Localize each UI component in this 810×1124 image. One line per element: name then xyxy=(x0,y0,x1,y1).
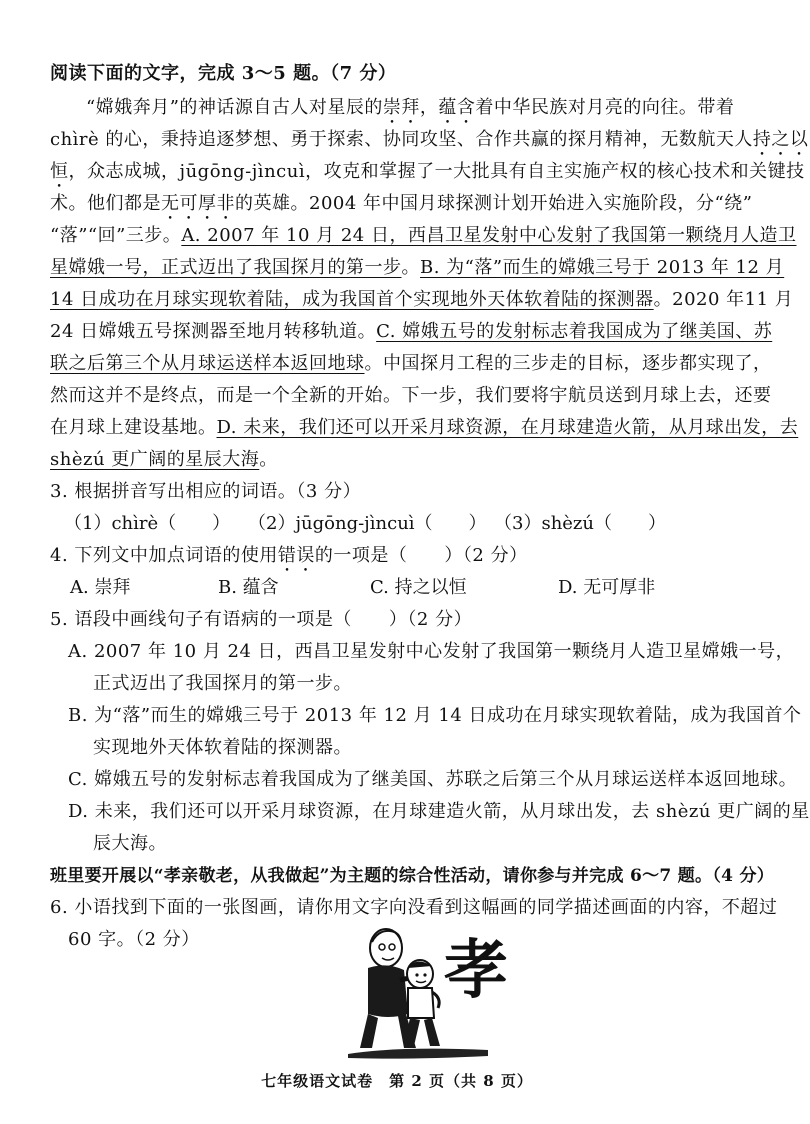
underlined-sentence-c: C. 嫦娥五号的发射标志着我国成为了继美国、苏 xyxy=(376,321,773,342)
passage-line-4 xyxy=(50,192,752,224)
xiao-character: 孝 xyxy=(444,934,508,1008)
dotted-word: 恒 xyxy=(50,161,69,182)
underlined-sentence-d: D. 未来，我们还可以开采月球资源，在月球建造火箭，从月球出发，去 xyxy=(216,417,799,438)
underlined-sentence-c: 联之后第三个从月球运送样本返回地球 xyxy=(50,353,365,374)
text: 。 xyxy=(401,257,420,278)
passage-line-7 xyxy=(50,288,793,312)
text: 在月球上建设基地。 xyxy=(50,417,217,438)
question-4-option-b[interactable] xyxy=(218,576,279,600)
question-5-option-c[interactable]: C. 嫦娥五号的发射标志着我国成为了继美国、苏联之后第三个从月球运送样本返回地球。 xyxy=(68,769,798,790)
text: 术。他们都是 xyxy=(50,193,161,214)
passage-line-2 xyxy=(50,128,808,160)
passage-line-10: 然而这并不是终点，而是一个全新的开始。下一步，我们要将宇航员送到月球上去，还要 xyxy=(50,385,772,406)
passage-line-9 xyxy=(50,352,772,376)
text: C. 持之以恒 xyxy=(370,577,467,598)
passage-line-6 xyxy=(50,256,784,280)
dotted-word: 持之以 xyxy=(752,129,809,150)
underlined-sentence-b: 14 日成功在月球实现软着陆，成为我国首个实现地外天体软着陆的探测器 xyxy=(50,289,654,310)
passage-line-1 xyxy=(86,96,734,128)
underlined-sentence-d: shèzú 更广阔的星辰大海 xyxy=(50,449,260,470)
question-5-option-a[interactable]: A. 2007 年 10 月 24 日，西昌卫星发射中心发射了我国第一颗绕月人造卫星嫦娥一号， xyxy=(68,641,795,662)
question-4-option-d[interactable] xyxy=(558,576,655,600)
question-3-blank-1[interactable]: （1）chìrè（ ） xyxy=(64,513,231,534)
text: chìrè 的心，秉持追逐梦想、勇于探索、协同攻坚、合作共赢的探月精神，无数航天人 xyxy=(50,129,753,150)
text: 4. 下列文中加点词语的使用 xyxy=(50,545,278,566)
passage-line-11 xyxy=(50,416,798,440)
text: 。 xyxy=(259,449,278,470)
question-6-stem-cont: 60 字。（2 分） xyxy=(68,929,200,950)
text: ，众志成城，jūgōng-jìncuì，攻克和掌握了一大批具有自主实施产权的核心技术和关键技 xyxy=(68,161,805,182)
text: “落”“回”三步。 xyxy=(50,225,182,246)
question-3-blank-2[interactable]: （2）jūgōng-jìncuì（ ） xyxy=(248,513,487,534)
passage-line-3 xyxy=(50,160,805,192)
question-5-option-d-cont: 辰大海。 xyxy=(93,833,167,854)
filial-piety-cartoon xyxy=(338,922,518,1062)
text: “嫦娥奔月”的神话源自古人对星辰的 xyxy=(86,97,383,118)
ground-shadow xyxy=(348,1049,488,1059)
question-3-blank-3[interactable]: （3）shèzú（ ） xyxy=(494,513,667,534)
text: B. 蕴含 xyxy=(218,577,279,598)
passage-line-5 xyxy=(50,224,796,248)
question-4-stem xyxy=(50,544,528,576)
dotted-word: 错误 xyxy=(277,545,315,566)
passage-line-12 xyxy=(50,448,278,472)
page-footer: 七年级语文试卷 第 2 页（共 8 页） xyxy=(261,1072,533,1090)
text: 的英雄。2004 年中国月球探测计划开始进入实施阶段，分“绕” xyxy=(235,193,753,214)
question-6-stem: 6. 小语找到下面的一张图画，请你用文字向没看到这幅画的同学描述画面的内容，不超过 xyxy=(50,897,778,918)
dotted-word: 崇拜 xyxy=(382,97,420,118)
text: 。2020 年11 月 xyxy=(653,289,794,310)
text: 的一项是（ ）（2 分） xyxy=(314,545,528,566)
text: A. 崇拜 xyxy=(70,577,131,598)
dotted-word: 蕴含 xyxy=(438,97,476,118)
text: ， xyxy=(419,97,439,118)
text: 。中国探月工程的三步走的目标，逐步都实现了， xyxy=(364,353,772,374)
elder-body xyxy=(368,965,408,1017)
underlined-sentence-a: 星嫦娥一号，正式迈出了我国探月的第一步 xyxy=(50,257,402,278)
underlined-sentence-b: B. 为“落”而生的嫦娥三号于 2013 年 12 月 xyxy=(420,257,785,278)
section-heading-reading: 阅读下面的文字，完成 3～5 题。（7 分） xyxy=(50,63,397,84)
boy-body xyxy=(408,988,434,1018)
text: 着中华民族对月亮的向往。带着 xyxy=(475,97,735,118)
question-5-option-b-cont: 实现地外天体软着陆的探测器。 xyxy=(93,737,352,758)
underlined-sentence-a: A. 2007 年 10 月 24 日，西昌卫星发射中心发射了我国第一颗绕月人造卫 xyxy=(181,225,797,246)
section-heading-activity: 班里要开展以“孝亲敬老，从我做起”为主题的综合性活动，请你参与并完成 6～7 题。（4 分） xyxy=(50,866,775,886)
dotted-word: 无可厚非 xyxy=(161,193,235,214)
question-5-option-b[interactable]: B. 为“落”而生的嫦娥三号于 2013 年 12 月 14 日成功在月球实现软着陆，成为我国首个 xyxy=(68,705,802,726)
text: 24 日嫦娥五号探测器至地月转移轨道。 xyxy=(50,321,377,342)
question-3-stem: 3. 根据拼音写出相应的词语。（3 分） xyxy=(50,481,362,502)
question-5-option-d[interactable]: D. 未来，我们还可以开采月球资源，在月球建造火箭，从月球出发，去 shèzú 更广阔的星 xyxy=(68,801,810,822)
question-4-option-a[interactable] xyxy=(70,576,130,600)
question-4-option-c[interactable] xyxy=(370,576,467,600)
question-5-stem: 5. 语段中画线句子有语病的一项是（ ）（2 分） xyxy=(50,609,473,630)
text: D. 无可厚非 xyxy=(558,577,656,598)
question-5-option-a-cont: 正式迈出了我国探月的第一步。 xyxy=(93,673,352,694)
passage-line-8 xyxy=(50,320,772,344)
